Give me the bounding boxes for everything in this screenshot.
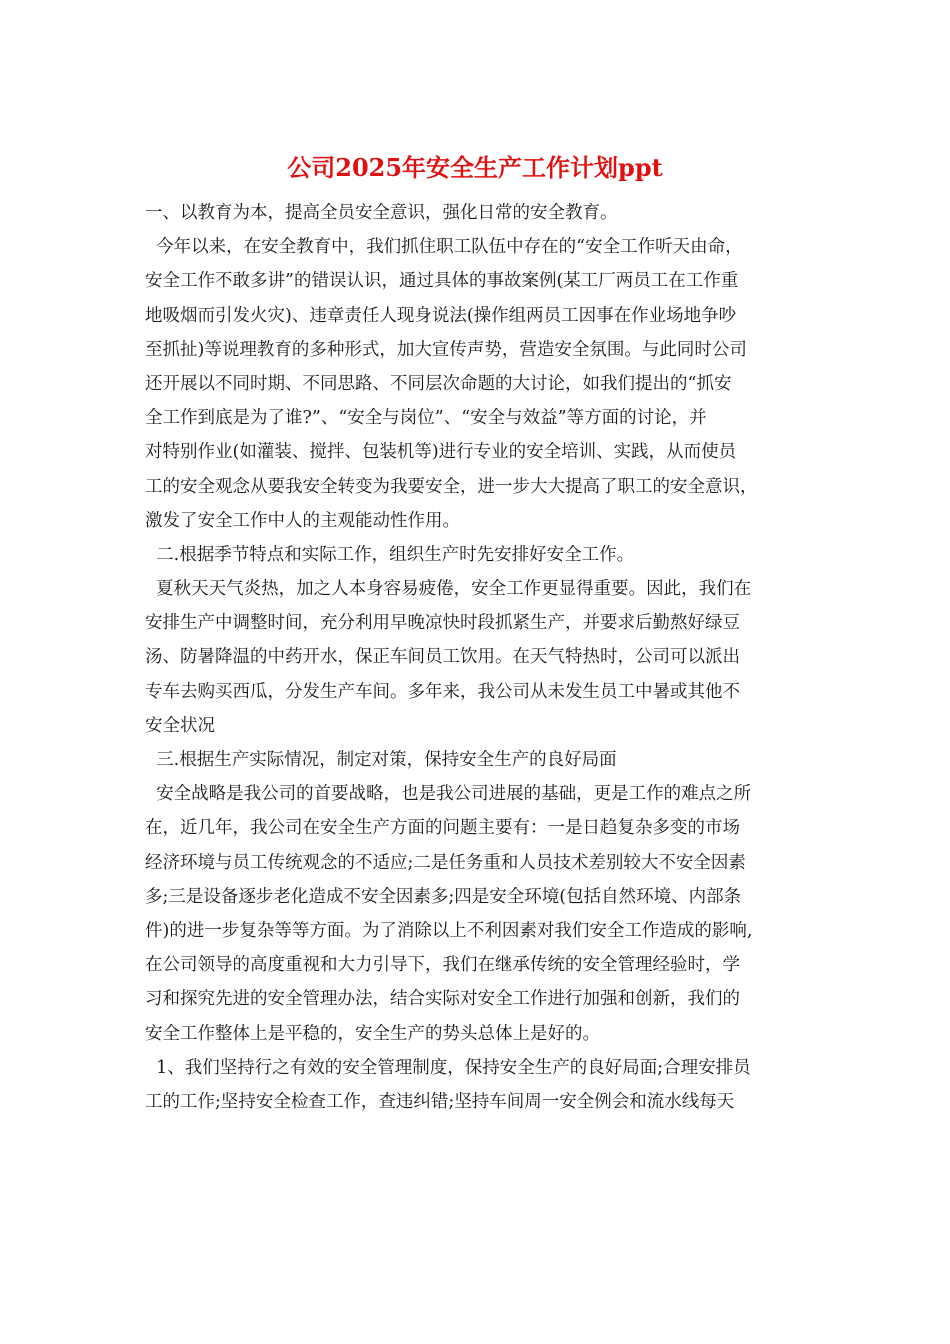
paragraph-line: 今年以来，在安全教育中，我们抓住职工队伍中存在的“安全工作听天由命， <box>145 237 743 258</box>
paragraph-line: 汤、防暑降温的中药开水，保正车间员工饮用。在天气特热时，公司可以派出 <box>145 647 740 668</box>
paragraph-line: 安全工作整体上是平稳的，安全生产的势头总体上是好的。 <box>145 1023 600 1044</box>
paragraph-line: 一、以教育为本，提高全员安全意识，强化日常的安全教育。 <box>145 203 618 223</box>
paragraph-line: 习和探究先进的安全管理办法，结合实际对安全工作进行加强和创新，我们的 <box>145 989 740 1010</box>
paragraph-line: 在，近几年，我公司在安全生产方面的问题主要有：一是日趋复杂多变的市场 <box>145 818 740 839</box>
paragraph-line: 还开展以不同时期、不同思路、不同层次命题的大讨论，如我们提出的“抓安 <box>145 373 732 394</box>
paragraph-line: 工的工作;坚持安全检查工作，查违纠错;坚持车间周一安全例会和流水线每天 <box>145 1091 735 1112</box>
paragraph-line: 多;三是设备逐步老化造成不安全因素多;四是安全环境(包括自然环境、内部条 <box>145 886 742 907</box>
paragraph-line: 安全状况 <box>145 715 215 736</box>
paragraph-line: 至抓扯)等说理教育的多种形式，加大宣传声势，营造安全氛围。与此同时公司 <box>145 339 747 360</box>
paragraph-line: 地吸烟而引发火灾)、违章责任人现身说法(操作组两员工因事在作业场地争吵 <box>145 305 737 326</box>
paragraph-line: 安全工作不敢多讲”的错误认识，通过具体的事故案例(某工厂两员工在工作重 <box>145 271 739 292</box>
paragraph-line: 全工作到底是为了谁?”、“安全与岗位”、“安全与效益”等方面的讨论，并 <box>145 408 707 429</box>
paragraph-line: 经济环境与员工传统观念的不适应;二是任务重和人员技术差别较大不安全因素 <box>145 852 746 873</box>
paragraph-line: 夏秋天天气炎热，加之人本身容易疲倦，安全工作更显得重要。因此，我们在 <box>145 579 752 600</box>
paragraph-line: 二.根据季节特点和实际工作，组织生产时先安排好安全工作。 <box>145 544 635 565</box>
paragraph-line: 对特别作业(如灌装、搅拌、包装机等)进行专业的安全培训、实践，从而使员 <box>145 442 737 463</box>
document-title: 公司2025年安全生产工作计划ppt <box>287 153 663 182</box>
document-body <box>145 196 815 1119</box>
paragraph-line: 安排生产中调整时间，充分利用早晚凉快时段抓紧生产，并要求后勤熬好绿豆 <box>145 613 740 634</box>
paragraph-line: 激发了安全工作中人的主观能动性作用。 <box>145 510 460 531</box>
paragraph-line: 三.根据生产实际情况，制定对策，保持安全生产的良好局面 <box>145 750 617 770</box>
paragraph-line: 件)的进一步复杂等等方面。为了消除以上不利因素对我们安全工作造成的影响, <box>145 920 753 941</box>
paragraph-line: 专车去购买西瓜，分发生产车间。多年来，我公司从未发生员工中暑或其他不 <box>145 681 740 702</box>
paragraph-line: 在公司领导的高度重视和大力引导下，我们在继承传统的安全管理经验时，学 <box>145 955 740 976</box>
paragraph-line: 工的安全观念从要我安全转变为我要安全，进一步大大提高了职工的安全意识， <box>145 476 758 497</box>
paragraph-line: 安全战略是我公司的首要战略，也是我公司进展的基础，更是工作的难点之所 <box>145 784 752 805</box>
paragraph-line: 1、我们坚持行之有效的安全管理制度，保持安全生产的良好局面;合理安排员 <box>145 1057 751 1078</box>
